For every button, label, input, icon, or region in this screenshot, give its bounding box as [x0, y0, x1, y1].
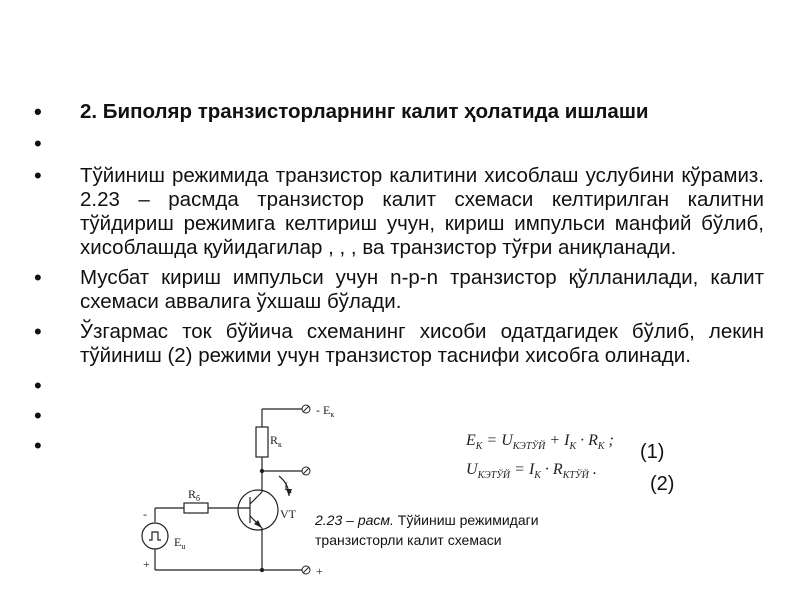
source-plus: + [143, 557, 150, 571]
paragraph-saturation-mode: • Тўйиниш режимида транзистор калитини хисоблаш услубини кўрамиз. 2.23 – расмда транзистор калит схемаси келтирилган калитни тўйдириш режимига келтириш учун, кириш импульси манфий бўлиб, хисоблашда қуйидагилар , , , ва транзистор тўғри аниқланади. [34, 164, 764, 260]
source-label: $E_u$ [174, 535, 186, 551]
paragraph-positive-impulse: • Мусбат кириш импульси учун n-p-n транзистор қўлланилади, калит схемаси аввалига ўхшаш бўлади. [34, 266, 764, 314]
rk-resistor [256, 427, 268, 457]
output-plus: + [316, 564, 323, 578]
figure-caption-text: Тўйиниш режимидаги транзисторли калит схемаси [315, 512, 539, 548]
vt-label: VT [280, 507, 296, 521]
pulse-source [142, 523, 168, 549]
paragraph-dc-calculation: • Ўзгармас ток бўйича схеманинг хисоби одатдагидек бўлиб, лекин тўйиниш (2) режими учун транзистор таснифи хисобга олинади. [34, 320, 764, 368]
formula-2: $U_{КЭТЎЙ} = I_К \cdot R_{КТЎЙ}$ . [466, 461, 597, 482]
rk-label: $R_к$ [270, 433, 282, 449]
figure-caption-label: 2.23 – расм. [315, 512, 394, 528]
equation-number-1: (1) [640, 441, 665, 463]
equation-number-2: (2) [650, 473, 675, 495]
rb-label: $R_б$ [188, 487, 201, 503]
source-minus: - [143, 507, 147, 521]
formula-1: $E_К = U_{КЭТЎЙ} + I_К \cdot R_К$ ; [466, 432, 614, 453]
figure-caption [315, 510, 625, 550]
supply-label: - $E_к$ [316, 403, 335, 419]
slide-title: • 2. Биполяр транзисторларнинг калит ҳолатида ишлаши [34, 100, 764, 124]
ik-label: $I_к$ [284, 479, 292, 495]
rb-resistor [184, 503, 208, 513]
